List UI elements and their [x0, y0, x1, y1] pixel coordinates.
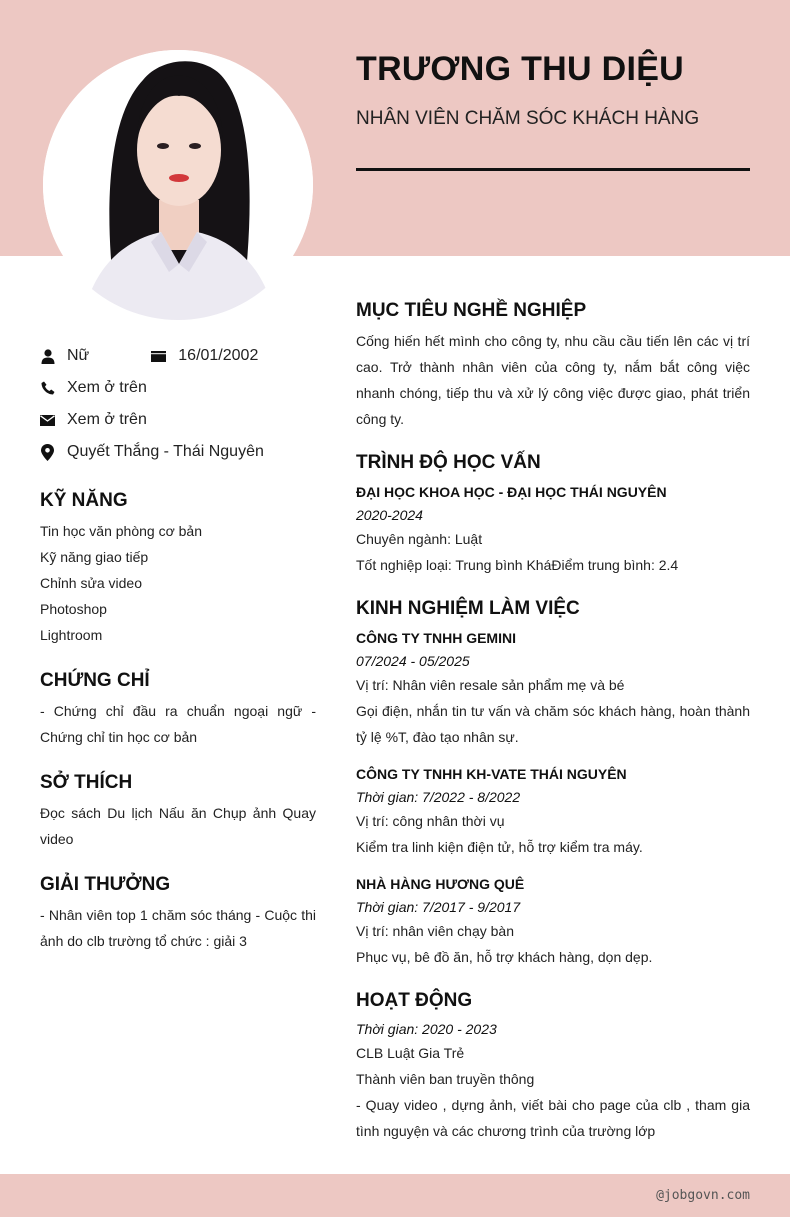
certificates-text: - Chứng chỉ đầu ra chuẩn ngoại ngữ - Chứng chỉ tin học cơ bản: [40, 703, 316, 745]
phone-value: Xem ở trên: [67, 379, 147, 396]
title-divider: [356, 168, 750, 171]
activities-heading: HOẠT ĐỘNG: [356, 990, 473, 1011]
watermark: @jobgovn.com: [656, 1188, 750, 1203]
envelope-icon: [40, 412, 55, 428]
info-row-phone: [40, 372, 316, 404]
address-value: Quyết Thắng - Thái Nguyên: [67, 443, 264, 460]
right-column: [356, 300, 750, 1164]
education-section: [356, 452, 750, 578]
objective-text: Cống hiến hết mình cho công ty, nhu cầu cầu tiến lên các vị trí cao. Trở thành nhân viên của công ty, nắm bắt công việc nhanh chóng, tiếp thu và xử lý công việc được giao, phát triển công ty.: [356, 333, 750, 427]
awards-text: - Nhân viên top 1 chăm sóc tháng - Cuộc thi ảnh do clb trường tổ chức : giải 3: [40, 907, 316, 949]
activities-role: Thành viên ban truyền thông: [356, 1071, 535, 1087]
school-name: ĐẠI HỌC KHOA HỌC - ĐẠI HỌC THÁI NGUYÊN: [356, 484, 667, 500]
experience-heading: KINH NGHIỆM LÀM VIỆC: [356, 598, 580, 619]
phone-icon: [40, 380, 55, 396]
awards-heading: GIẢI THƯỞNG: [40, 874, 171, 895]
skills-list: [40, 518, 316, 648]
email-value: Xem ở trên: [67, 411, 147, 428]
company-name: NHÀ HÀNG HƯƠNG QUÊ: [356, 876, 525, 892]
education-period: 2020-2024: [356, 507, 423, 523]
experience-section: [356, 598, 750, 970]
job-description: Gọi điện, nhắn tin tư vấn và chăm sóc khách hàng, hoàn thành tỷ lệ %T, đào tạo nhân sự.: [356, 703, 750, 745]
job-description: Kiểm tra linh kiện điện tử, hỗ trợ kiểm tra máy.: [356, 839, 643, 855]
job-title: NHÂN VIÊN CHĂM SÓC KHÁCH HÀNG: [356, 108, 700, 129]
birthday-value: 16/01/2002: [178, 347, 259, 364]
activities-club: CLB Luật Gia Trẻ: [356, 1045, 465, 1061]
activities-period: Thời gian: 2020 - 2023: [356, 1021, 497, 1037]
job-period: 07/2024 - 05/2025: [356, 653, 470, 669]
gender-value: Nữ: [67, 347, 90, 364]
job-entry: [356, 762, 750, 860]
info-row-gender-birthday: [40, 340, 316, 372]
job-description: Phục vụ, bê đồ ăn, hỗ trợ khách hàng, dọn dẹp.: [356, 949, 653, 965]
education-major: Chuyên ngành: Luật: [356, 531, 483, 547]
job-position: Vị trí: Nhân viên resale sản phẩm mẹ và bé: [356, 677, 625, 693]
objective-heading: MỤC TIÊU NGHỀ NGHIỆP: [356, 300, 587, 321]
education-grade: Tốt nghiệp loại: Trung bình KháĐiểm trung bình: 2.4: [356, 557, 679, 573]
left-column: [40, 340, 316, 954]
location-pin-icon: [40, 444, 55, 460]
education-heading: TRÌNH ĐỘ HỌC VẤN: [356, 452, 541, 473]
job-entry: [356, 626, 750, 750]
gender-item: [40, 347, 89, 365]
job-entry: [356, 872, 750, 970]
certificates-heading: CHỨNG CHỈ: [40, 670, 150, 691]
info-row-email: [40, 404, 316, 436]
job-period: Thời gian: 7/2017 - 9/2017: [356, 899, 521, 915]
profile-photo: [43, 50, 313, 320]
skills-heading: KỸ NĂNG: [40, 490, 128, 511]
company-name: CÔNG TY TNHH KH-VATE THÁI NGUYÊN: [356, 766, 627, 782]
objective-section: [356, 300, 750, 432]
birthday-item: [151, 347, 258, 365]
activities-section: [356, 990, 750, 1144]
list-item: Chỉnh sửa video: [40, 575, 142, 591]
list-item: Kỹ năng giao tiếp: [40, 549, 149, 565]
person-icon: [40, 348, 55, 364]
job-position: Vị trí: nhân viên chạy bàn: [356, 923, 514, 939]
calendar-icon: [151, 348, 166, 364]
list-item: Photoshop: [40, 601, 107, 617]
candidate-name: TRƯƠNG THU DIỆU: [356, 50, 685, 88]
job-position: Vị trí: công nhân thời vụ: [356, 813, 505, 829]
list-item: Tin học văn phòng cơ bản: [40, 523, 202, 539]
hobbies-heading: SỞ THÍCH: [40, 772, 133, 793]
job-period: Thời gian: 7/2022 - 8/2022: [356, 789, 521, 805]
list-item: Lightroom: [40, 627, 103, 643]
activities-description: - Quay video , dựng ảnh, viết bài cho page của clb , tham gia tình nguyện và các chương trình của trường lớp: [356, 1097, 750, 1139]
hobbies-text: Đọc sách Du lịch Nấu ăn Chụp ảnh Quay video: [40, 805, 316, 847]
company-name: CÔNG TY TNHH GEMINI: [356, 630, 516, 646]
info-row-address: [40, 436, 316, 468]
